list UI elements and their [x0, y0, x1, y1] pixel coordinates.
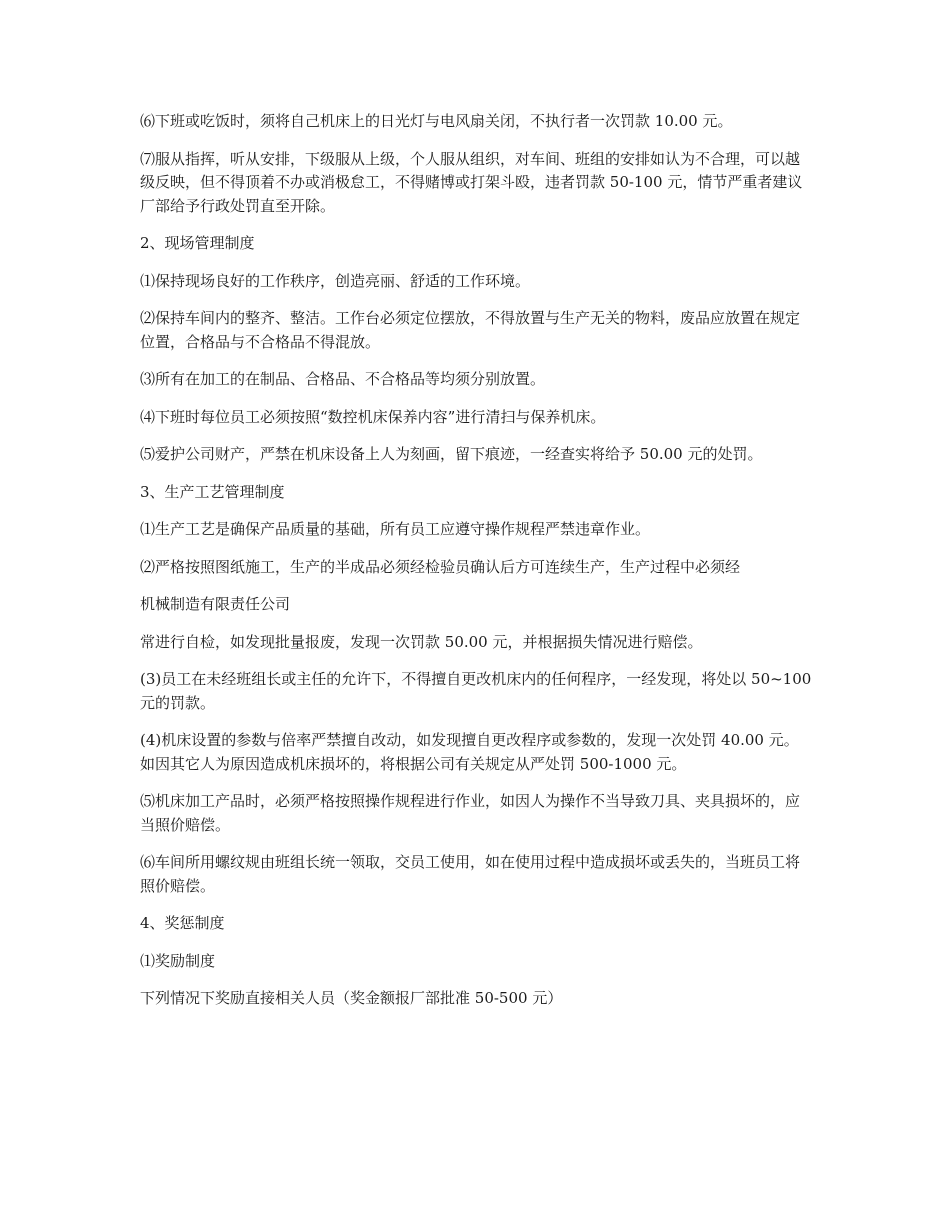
- process-rule-1: ⑴生产工艺是确保产品质量的基础，所有员工应遵守操作规程严禁违章作业。: [140, 520, 651, 538]
- process-rule-2: ⑵严格按照图纸施工，生产的半成品必须经检验员确认后方可连续生产，生产过程中必须经: [140, 557, 741, 576]
- section-heading-process-management: 3、生产工艺管理制度: [140, 482, 285, 501]
- site-rule-3: ⑶所有在加工的在制品、合格品、不合格品等均须分别放置。: [140, 370, 546, 388]
- process-rule-3: (3)员工在未经班组长或主任的允许下，不得擅自更改机床内的任何程序，一经发现，将处以 50~100 元的罚款。: [140, 670, 812, 712]
- site-rule-4: ⑷下班时每位员工必须按照“数控机床保养内容”进行清扫与保养机床。: [140, 407, 606, 426]
- rule-7-obey-instructions: ⑺服从指挥，听从安排，下级服从上级，个人服从组织，对车间、班组的安排如认为不合理，可以越级反映，但不得顶着不办或消极怠工，不得赌博或打架斗殴，违者罚款 50-100 元，情节严重者建议厂部给予行政处罚直至开除。: [140, 149, 803, 215]
- process-rule-4: (4)机床设置的参数与倍率严禁擅自改动，如发现擅自更改程序或参数的，发现一次处罚 40.00 元。如因其它人为原因造成机床损坏的，将根据公司有关规定从严处罚 500-1000 元。: [140, 731, 799, 773]
- site-rule-2: ⑵保持车间内的整齐、整洁。工作台必须定位摆放，不得放置与生产无关的物料，废品应放置在规定位置，合格品与不合格品不得混放。: [140, 309, 801, 351]
- process-rule-2-continued: 常进行自检，如发现批量报废，发现一次罚款 50.00 元，并根据损失情况进行赔偿。: [140, 632, 703, 651]
- section-heading-site-management: 2、现场管理制度: [140, 234, 255, 252]
- reward-intro: 下列情况下奖励直接相关人员（奖金额报厂部批准 50-500 元）: [140, 989, 563, 1007]
- section-heading-rewards-penalties: 4、奖惩制度: [140, 914, 225, 932]
- site-rule-1: ⑴保持现场良好的工作秩序，创造亮丽、舒适的工作环境。: [140, 271, 531, 290]
- document-body: [140, 110, 812, 1025]
- company-name-line: 机械制造有限责任公司: [140, 595, 291, 613]
- rule-6-lights-off: ⑹下班或吃饭时，须将自己机床上的日光灯与电风扇关闭，不执行者一次罚款 10.00 元。: [140, 112, 733, 130]
- site-rule-5: ⑸爱护公司财产，严禁在机床设备上人为刻画，留下痕迹，一经查实将给予 50.00 元的处罚。: [140, 445, 763, 463]
- process-rule-6: ⑹车间所用螺纹规由班组长统一领取，交员工使用，如在使用过程中造成损坏或丢失的，当班员工将照价赔偿。: [140, 853, 801, 895]
- process-rule-5: ⑸机床加工产品时，必须严格按照操作规程进行作业，如因人为操作不当导致刀具、夹具损坏的，应当照价赔偿。: [140, 792, 801, 834]
- reward-system-heading: ⑴奖励制度: [140, 951, 216, 970]
